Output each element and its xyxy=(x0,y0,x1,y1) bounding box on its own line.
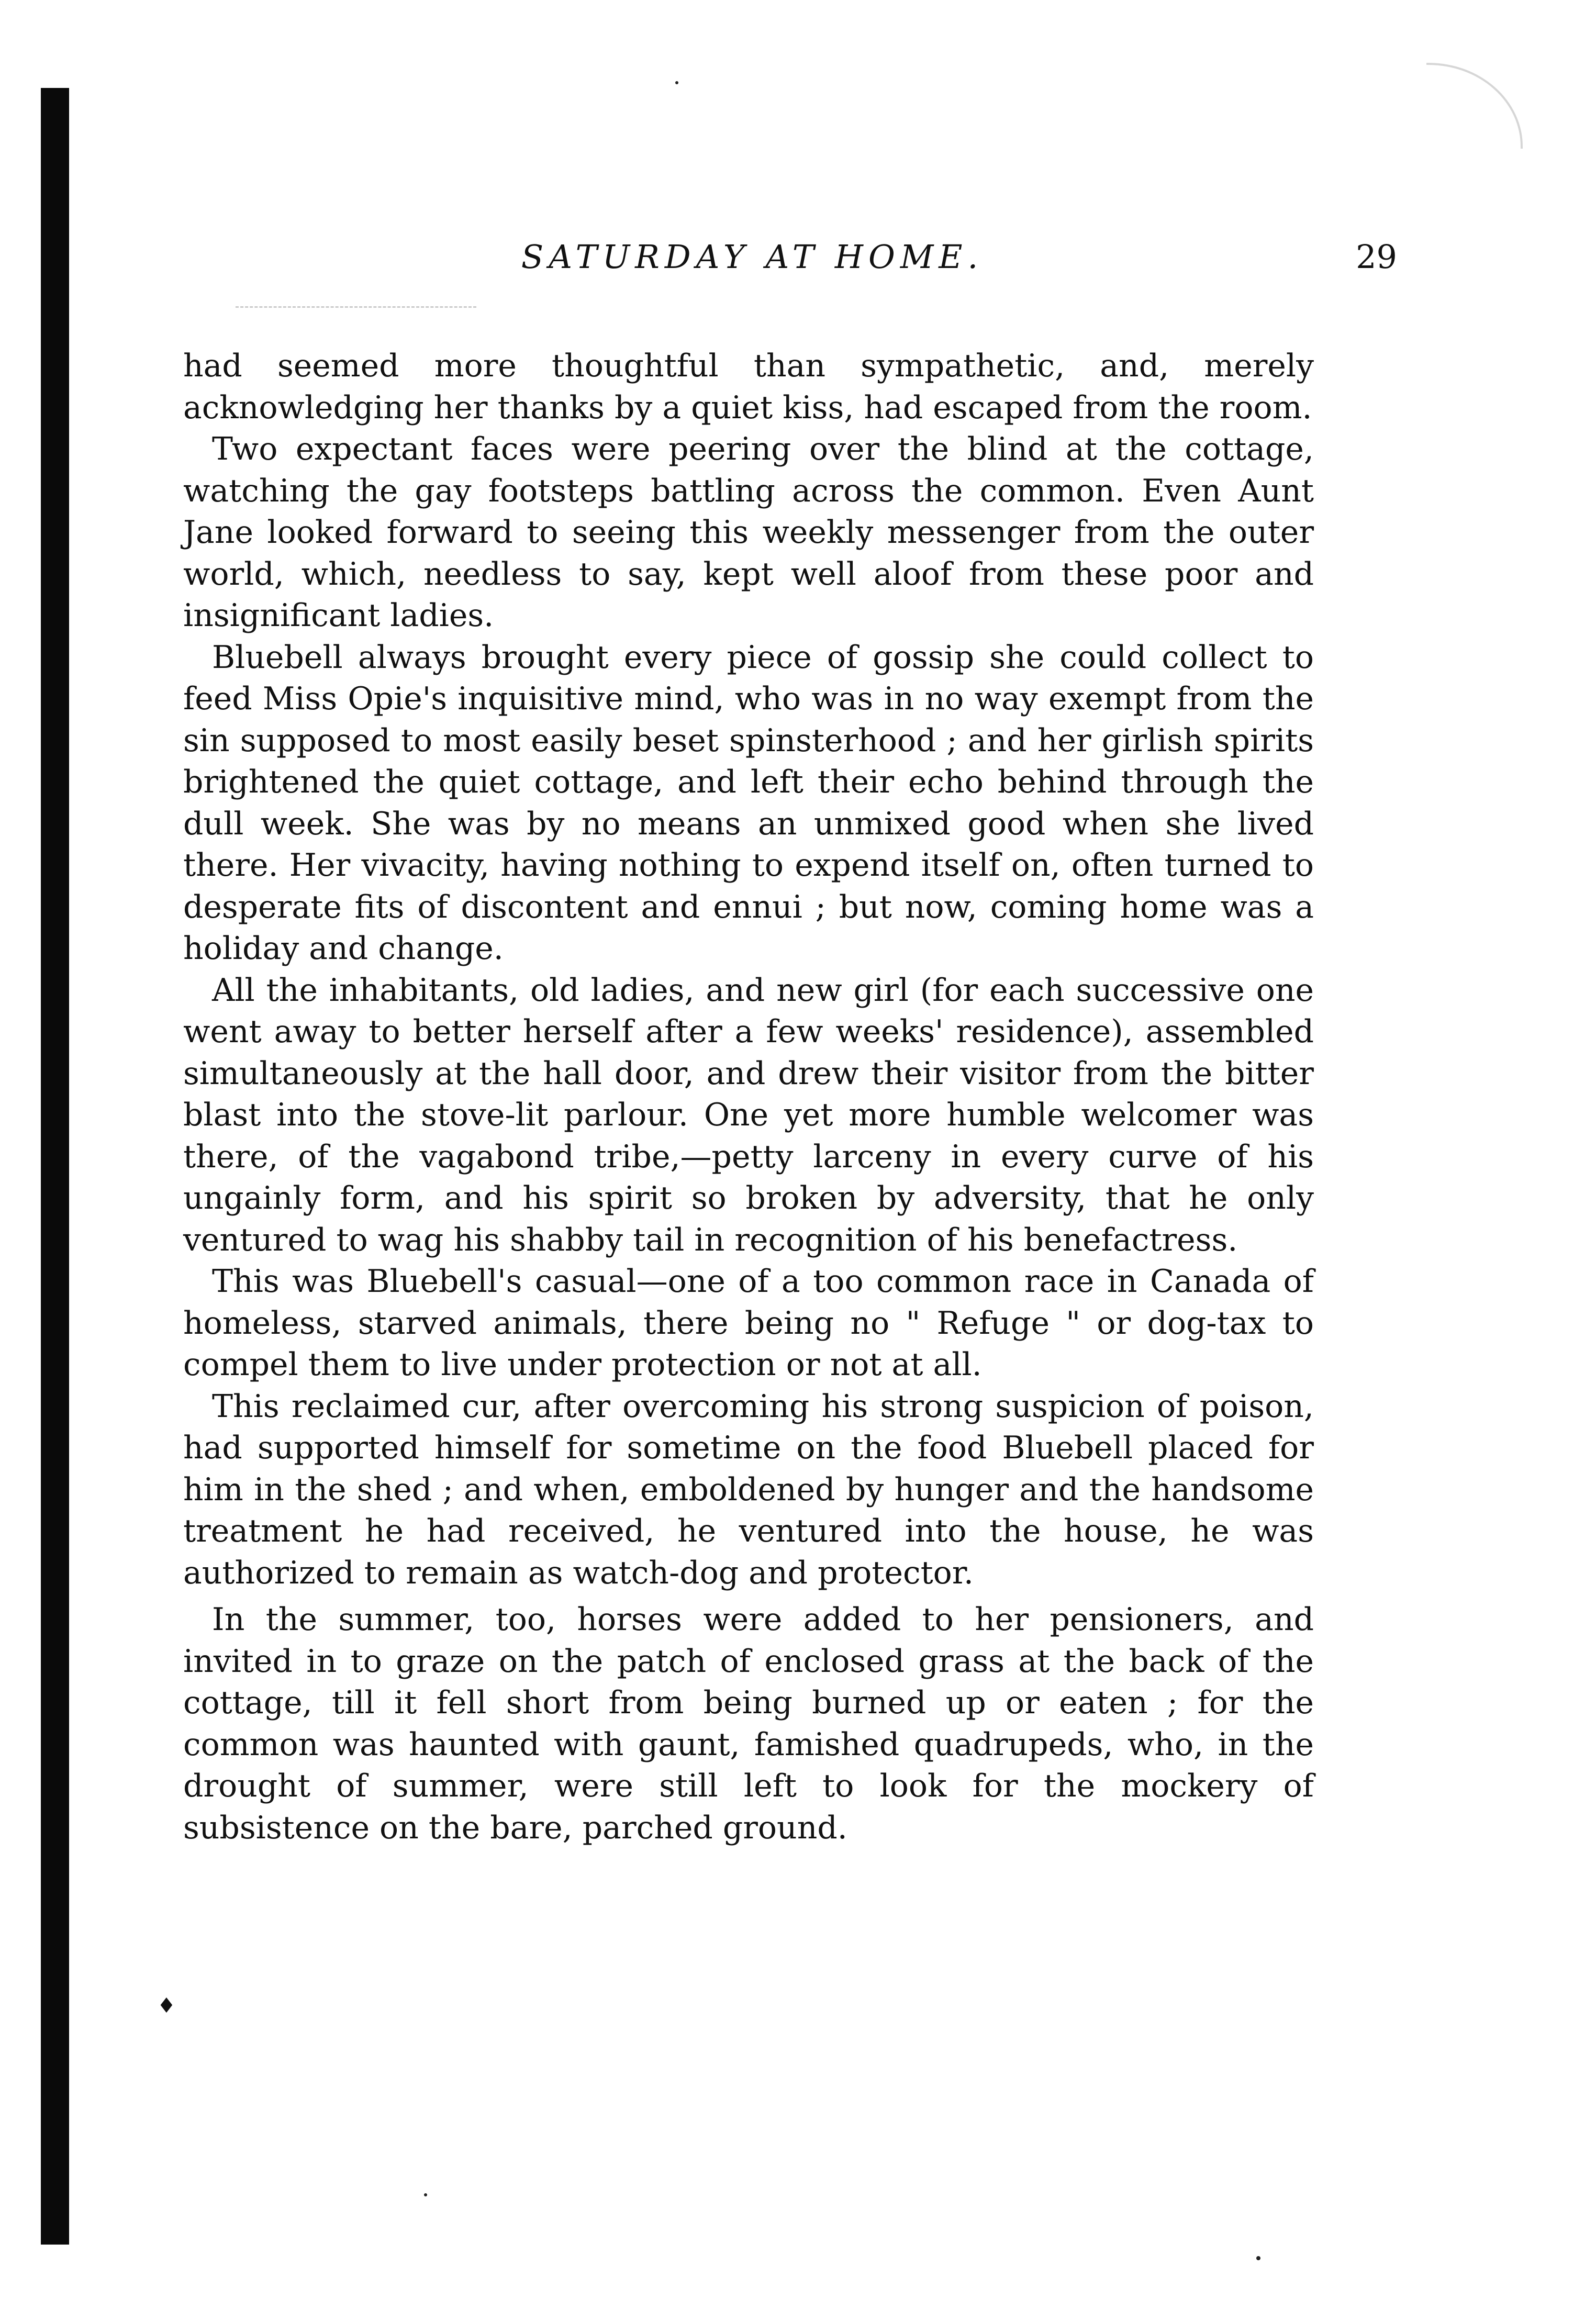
ink-speck xyxy=(1256,2256,1260,2260)
header-rule xyxy=(236,306,476,308)
paragraph: In the summer, too, horses were added to her pensioners, and invited in to graze on the patch of enclosed grass at the back of the cottage, till it fell short from being burned up or eaten ; for the common was haunted with gaunt, famished quadrupeds, who, in the drought of summer, were still left to look for the mockery of subsistence on the bare, parched ground. xyxy=(183,1601,1314,1846)
ink-speck xyxy=(424,2193,427,2196)
ink-speck xyxy=(675,81,678,84)
paragraph: had seemed more thoughtful than sympathetic, and, merely acknowledging her thanks by a quiet kiss, had escaped from the room. xyxy=(183,348,1314,426)
marginal-bullet-icon: ♦ xyxy=(157,1994,176,2018)
paragraph: All the inhabitants, old ladies, and new girl (for each successive one went away to better herself after a few weeks' residence), assembled simultaneously at the hall door, and drew their visitor from the bitter blast into the stove-lit parlour. One yet more humble welcomer was there, of the vagabond tribe,—petty larceny in every curve of his ungainly form, and his spirit so broken by adversity, that he only ventured to wag his shabby tail in recognition of his benefactress. xyxy=(183,972,1314,1258)
running-title: SATURDAY AT HOME. xyxy=(521,238,984,276)
binding-edge xyxy=(41,88,69,2245)
paragraph: This was Bluebell's casual—one of a too common race in Canada of homeless, starved animals, there being no " Refuge " or dog-tax to compel them to live under protection or not at all. xyxy=(183,1263,1314,1383)
paragraph: This reclaimed cur, after overcoming his strong suspicion of poison, had supported himself for sometime on the food Bluebell placed for him in the shed ; and when, emboldened by hunger and the handsome treatment he had received, he ventured into the house, he was authorized to remain as watch-dog and protector. xyxy=(183,1388,1314,1591)
running-head xyxy=(181,233,1397,281)
page-number: 29 xyxy=(1356,238,1397,276)
paragraph: Two expectant faces were peering over the blind at the cottage, watching the gay footsteps battling across the common. Even Aunt Jane looked forward to seeing this weekly messenger from the outer world, which, needless to say, kept well aloof from these poor and insignificant ladies. xyxy=(183,431,1314,634)
body-text xyxy=(183,345,1314,1849)
page-curl xyxy=(1426,63,1523,149)
paragraph: Bluebell always brought every piece of gossip she could collect to feed Miss Opie's inquisitive mind, who was in no way exempt from the sin supposed to most easily beset spinsterhood ; and her girlish spirits brightened the quiet cottage, and left their echo behind through the dull week. She was by no means an unmixed good when she lived there. Her vivacity, having nothing to expend itself on, often turned to desperate fits of discontent and ennui ; but now, coming home was a holiday and change. xyxy=(183,639,1314,967)
